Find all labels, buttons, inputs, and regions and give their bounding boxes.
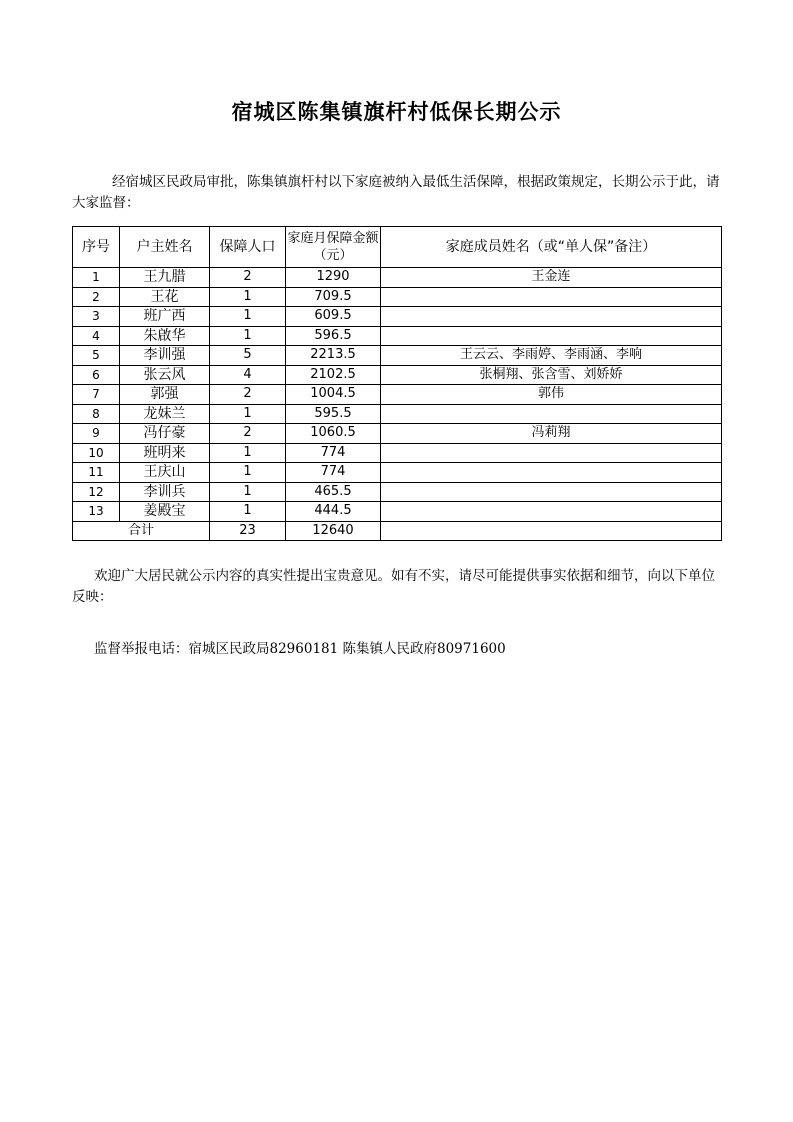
cell-head-name: 王花 xyxy=(120,287,210,307)
cell-amount: 2213.5 xyxy=(286,346,381,366)
cell-seq: 5 xyxy=(73,346,120,366)
table-row xyxy=(73,502,722,522)
cell-head-name: 姜殿宝 xyxy=(120,502,210,522)
table-row xyxy=(73,424,722,444)
cell-head-name: 冯仔豪 xyxy=(120,424,210,444)
cell-population: 1 xyxy=(210,502,286,522)
cell-population: 5 xyxy=(210,346,286,366)
cell-seq: 8 xyxy=(73,404,120,424)
total-amount: 12640 xyxy=(286,521,381,541)
cell-members: 郭伟 xyxy=(381,385,722,405)
total-population: 23 xyxy=(210,521,286,541)
cell-amount: 774 xyxy=(286,443,381,463)
total-row xyxy=(73,521,722,541)
cell-head-name: 郭强 xyxy=(120,385,210,405)
cell-amount: 595.5 xyxy=(286,404,381,424)
cell-members xyxy=(381,326,722,346)
cell-population: 1 xyxy=(210,404,286,424)
cell-population: 1 xyxy=(210,443,286,463)
cell-amount: 1004.5 xyxy=(286,385,381,405)
total-members xyxy=(381,521,722,541)
cell-seq: 6 xyxy=(73,365,120,385)
cell-population: 1 xyxy=(210,482,286,502)
cell-population: 2 xyxy=(210,385,286,405)
cell-amount: 444.5 xyxy=(286,502,381,522)
cell-amount: 1060.5 xyxy=(286,424,381,444)
table-row xyxy=(73,326,722,346)
table-row xyxy=(73,385,722,405)
feedback-paragraph: 欢迎广大居民就公示内容的真实性提出宝贵意见。如有不实，请尽可能提供事实依据和细节，向以下单位反映： xyxy=(72,568,715,605)
cell-members xyxy=(381,404,722,424)
cell-head-name: 张云风 xyxy=(120,365,210,385)
cell-members xyxy=(381,502,722,522)
cell-population: 4 xyxy=(210,365,286,385)
cell-amount: 1290 xyxy=(286,268,381,288)
cell-seq: 10 xyxy=(73,443,120,463)
cell-seq: 13 xyxy=(73,502,120,522)
table-row xyxy=(73,365,722,385)
cell-members xyxy=(381,482,722,502)
cell-seq: 3 xyxy=(73,307,120,327)
cell-population: 1 xyxy=(210,326,286,346)
cell-head-name: 王庆山 xyxy=(120,463,210,483)
header-seq: 序号 xyxy=(73,227,120,268)
cell-seq: 7 xyxy=(73,385,120,405)
cell-seq: 4 xyxy=(73,326,120,346)
cell-head-name: 龙妹兰 xyxy=(120,404,210,424)
header-members: 家庭成员姓名（或“单人保”备注） xyxy=(381,227,722,268)
cell-seq: 11 xyxy=(73,463,120,483)
cell-head-name: 李训兵 xyxy=(120,482,210,502)
hotline-text: 监督举报电话：宿城区民政局82960181 陈集镇人民政府80971600 xyxy=(94,641,506,657)
header-amount: 家庭月保障金额（元） xyxy=(286,227,381,268)
cell-amount: 465.5 xyxy=(286,482,381,502)
table-header-row xyxy=(73,227,722,268)
cell-population: 2 xyxy=(210,268,286,288)
cell-head-name: 李训强 xyxy=(120,346,210,366)
cell-population: 1 xyxy=(210,307,286,327)
cell-amount: 609.5 xyxy=(286,307,381,327)
header-head-name: 户主姓名 xyxy=(120,227,210,268)
page-title: 宿城区陈集镇旗杆村低保长期公示 xyxy=(231,99,562,124)
cell-population: 1 xyxy=(210,463,286,483)
cell-seq: 2 xyxy=(73,287,120,307)
cell-population: 2 xyxy=(210,424,286,444)
total-label: 合计 xyxy=(73,521,210,541)
cell-members: 张桐翔、张含雪、刘娇娇 xyxy=(381,365,722,385)
cell-population: 1 xyxy=(210,287,286,307)
cell-seq: 1 xyxy=(73,268,120,288)
cell-amount: 2102.5 xyxy=(286,365,381,385)
table-row xyxy=(73,346,722,366)
cell-members: 冯莉翔 xyxy=(381,424,722,444)
table-row xyxy=(73,268,722,288)
table-row xyxy=(73,307,722,327)
header-population: 保障人口 xyxy=(210,227,286,268)
allowance-table xyxy=(72,226,722,541)
cell-head-name: 朱啟华 xyxy=(120,326,210,346)
cell-amount: 774 xyxy=(286,463,381,483)
cell-amount: 596.5 xyxy=(286,326,381,346)
table-row xyxy=(73,443,722,463)
table-row xyxy=(73,463,722,483)
cell-members: 王云云、李雨婷、李雨涵、李响 xyxy=(381,346,722,366)
table-row xyxy=(73,482,722,502)
cell-members xyxy=(381,287,722,307)
cell-members xyxy=(381,307,722,327)
cell-seq: 9 xyxy=(73,424,120,444)
cell-seq: 12 xyxy=(73,482,120,502)
cell-members xyxy=(381,463,722,483)
cell-head-name: 班明来 xyxy=(120,443,210,463)
cell-head-name: 班广西 xyxy=(120,307,210,327)
cell-head-name: 王九腊 xyxy=(120,268,210,288)
table-row xyxy=(73,404,722,424)
cell-amount: 709.5 xyxy=(286,287,381,307)
intro-paragraph: 经宿城区民政局审批，陈集镇旗杆村以下家庭被纳入最低生活保障，根据政策规定，长期公示于此，请大家监督： xyxy=(72,174,720,211)
table-row xyxy=(73,287,722,307)
cell-members xyxy=(381,443,722,463)
cell-members: 王金连 xyxy=(381,268,722,288)
